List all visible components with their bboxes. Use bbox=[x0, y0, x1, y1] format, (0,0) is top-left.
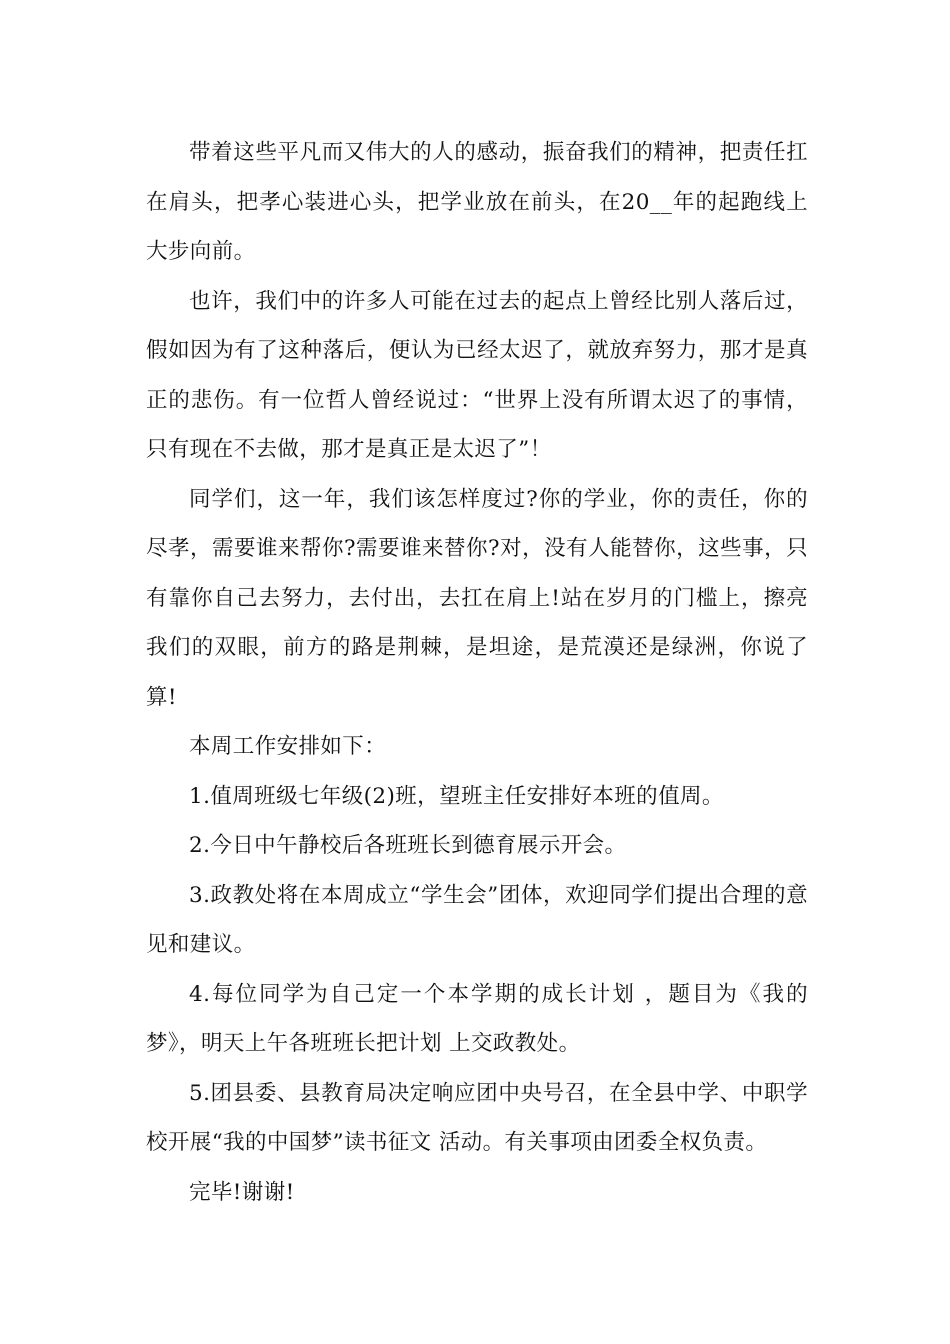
paragraph-1: 带着这些平凡而又伟大的人的感动，振奋我们的精神，把责任扛在肩头，把孝心装进心头，把学业放在前头，在20__年的起跑线上大步向前。 bbox=[146, 140, 808, 264]
list-item-1: 1.值周班级七年级(2)班，望班主任安排好本班的值周。 bbox=[189, 783, 724, 809]
paragraph-3: 同学们，这一年，我们该怎样度过?你的学业，你的责任，你的尽孝，需要谁来帮你?需要谁来替你?对，没有人能替你，这些事，只有靠你自己去努力，去付出，去扛在肩上!站在岁月的门槛上，擦亮我们的双眼，前方的路是荆棘，是坦途，是荒漠还是绿洲，你说了算! bbox=[146, 486, 808, 710]
list-item-3: 3.政教处将在本周成立“学生会”团体，欢迎同学们提出合理的意见和建议。 bbox=[146, 882, 808, 957]
closing-line: 完毕!谢谢! bbox=[189, 1179, 295, 1205]
list-item-2: 2.今日中午静校后各班班长到德育展示开会。 bbox=[189, 833, 627, 858]
document-body bbox=[146, 128, 808, 1217]
list-item-4: 4.每位同学为自己定一个本学期的成长计划 ，题目为《我的梦》，明天上午各班班长把计划 上交政教处。 bbox=[146, 981, 808, 1056]
list-item-5: 5.团县委、县教育局决定响应团中央号召，在全县中学、中职学校开展“我的中国梦”读书征文 活动。有关事项由团委全权负责。 bbox=[146, 1080, 808, 1155]
paragraph-2: 也许，我们中的许多人可能在过去的起点上曾经比别人落后过，假如因为有了这种落后，便认为已经太迟了，就放弃努力，那才是真正的悲伤。有一位哲人曾经说过：“世界上没有所谓太迟了的事情，只有现在不去做，那才是真正是太迟了”！ bbox=[146, 288, 808, 462]
paragraph-4: 本周工作安排如下： bbox=[189, 734, 387, 759]
